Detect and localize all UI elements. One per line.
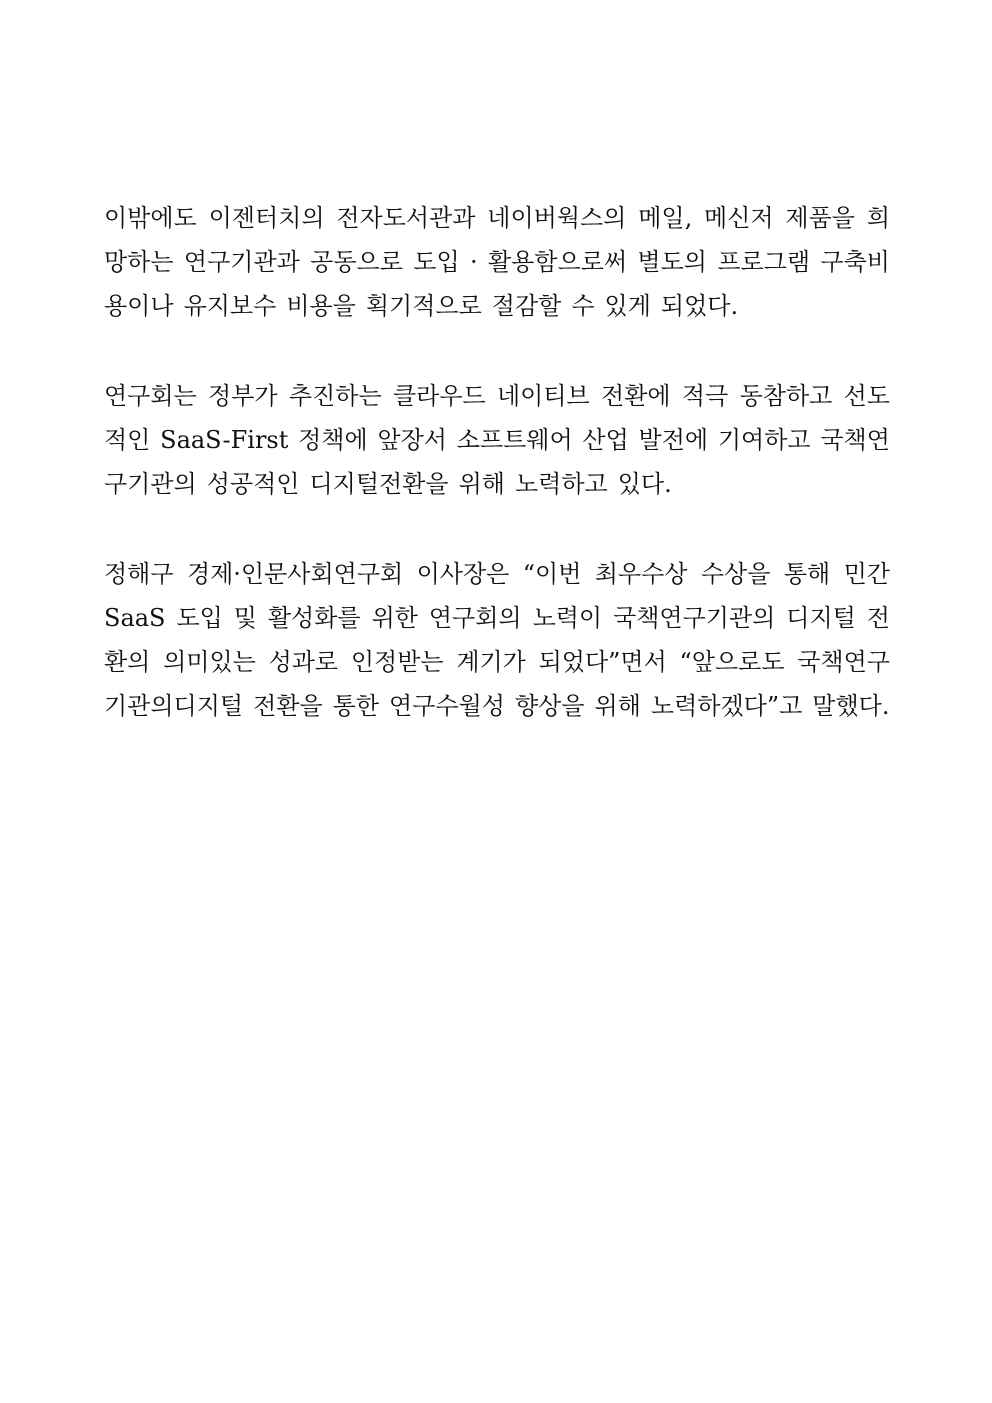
word: 노력이	[532, 604, 603, 632]
word: 전	[866, 604, 890, 632]
word: 망하는	[104, 248, 174, 276]
paragraph-line	[104, 684, 890, 728]
word: 유지보수	[183, 292, 277, 320]
paragraph-2	[104, 374, 890, 506]
word: “앞으로도	[679, 648, 785, 676]
word: 환의	[104, 648, 151, 676]
word: 전자도서관과	[336, 204, 476, 232]
word: 위해	[458, 470, 505, 498]
word: 수상을	[700, 560, 771, 588]
word: 연구회의	[428, 604, 522, 632]
word: 이사장은	[416, 560, 510, 588]
paragraph-line	[104, 640, 890, 684]
word: SaaS-First	[160, 426, 289, 454]
word: 디지털전환을	[309, 470, 449, 498]
word: 되었다.	[660, 292, 739, 320]
word: 노력하겠다”고	[650, 692, 803, 720]
word: 활용함으로써	[487, 248, 628, 276]
word: 전환에	[601, 382, 671, 410]
word: 프로그램	[717, 248, 811, 276]
word: 국책연구	[797, 648, 890, 676]
word: 성공적인	[206, 470, 300, 498]
word: 전환을	[253, 692, 323, 720]
word: ·	[469, 248, 478, 276]
word: 소프트웨어	[456, 426, 573, 454]
word: 별도의	[637, 248, 707, 276]
word: 기여하고	[717, 426, 811, 454]
word: 선도	[843, 382, 890, 410]
word: 도입	[413, 248, 460, 276]
word: 클라우드	[392, 382, 486, 410]
word: 정책에	[298, 426, 368, 454]
word: 메일,	[638, 204, 693, 232]
word: 성과로	[268, 648, 339, 676]
word: 절감할	[491, 292, 562, 320]
paragraph-1	[104, 196, 890, 328]
word: 인정받는	[350, 648, 444, 676]
word: 네이티브	[497, 382, 590, 410]
paragraph-line	[104, 240, 890, 284]
word: 희	[866, 204, 890, 232]
word: 국책연구기관의	[613, 604, 776, 632]
word: 발전에	[638, 426, 709, 454]
word: 위해	[594, 692, 641, 720]
word: 말했다.	[812, 692, 890, 720]
word: 도입	[176, 604, 223, 632]
word: 경제·인문사회연구회	[186, 560, 404, 588]
paragraph-line	[104, 284, 890, 328]
word: 네이버웍스의	[487, 204, 627, 232]
word: 앞장서	[377, 426, 447, 454]
article-body	[104, 196, 890, 774]
word: 획기적으로	[365, 292, 482, 320]
word: 적인	[104, 426, 151, 454]
word: 이밖에도	[104, 204, 197, 232]
word: 정해구	[104, 560, 174, 588]
word: 의미있는	[163, 648, 256, 676]
paragraph-3	[104, 552, 890, 728]
word: 구축비	[820, 248, 890, 276]
word: 최우수상	[594, 560, 688, 588]
word: 위한	[371, 604, 418, 632]
word: 있게	[604, 292, 651, 320]
word: 용이나	[104, 292, 174, 320]
word: 연구기관과	[183, 248, 300, 276]
paragraph-line	[104, 596, 890, 640]
word: 기관의디지털	[104, 692, 244, 720]
word: 있다.	[617, 470, 672, 498]
word: 활성화를	[267, 604, 361, 632]
word: 민간	[843, 560, 890, 588]
word: 연구수월성	[389, 692, 505, 720]
paragraph-line	[104, 196, 890, 240]
word: 향상을	[514, 692, 585, 720]
paragraph-line	[104, 418, 890, 462]
word: 수	[571, 292, 595, 320]
word: 공동으로	[310, 248, 403, 276]
word: 통해	[783, 560, 831, 588]
word: 적극	[681, 382, 729, 410]
paragraph-line	[104, 462, 890, 506]
word: 이젠터치의	[208, 204, 325, 232]
word: 계기가	[456, 648, 526, 676]
word: SaaS	[104, 604, 166, 632]
word: 되었다”면서	[538, 648, 667, 676]
word: 동참하고	[739, 382, 833, 410]
word: 비용을	[286, 292, 356, 320]
word: 추진하는	[288, 382, 382, 410]
word: 산업	[582, 426, 629, 454]
word: 국책연	[820, 426, 890, 454]
word: 정부가	[208, 382, 278, 410]
word: 통한	[332, 692, 380, 720]
paragraph-line	[104, 374, 890, 418]
word: 디지털	[786, 604, 856, 632]
word: 메신저	[704, 204, 774, 232]
word: 연구회는	[104, 382, 197, 410]
word: 및	[233, 604, 257, 632]
word: 제품을	[785, 204, 855, 232]
word: “이번	[522, 560, 582, 588]
word: 노력하고	[514, 470, 608, 498]
paragraph-line	[104, 552, 890, 596]
word: 구기관의	[104, 470, 197, 498]
